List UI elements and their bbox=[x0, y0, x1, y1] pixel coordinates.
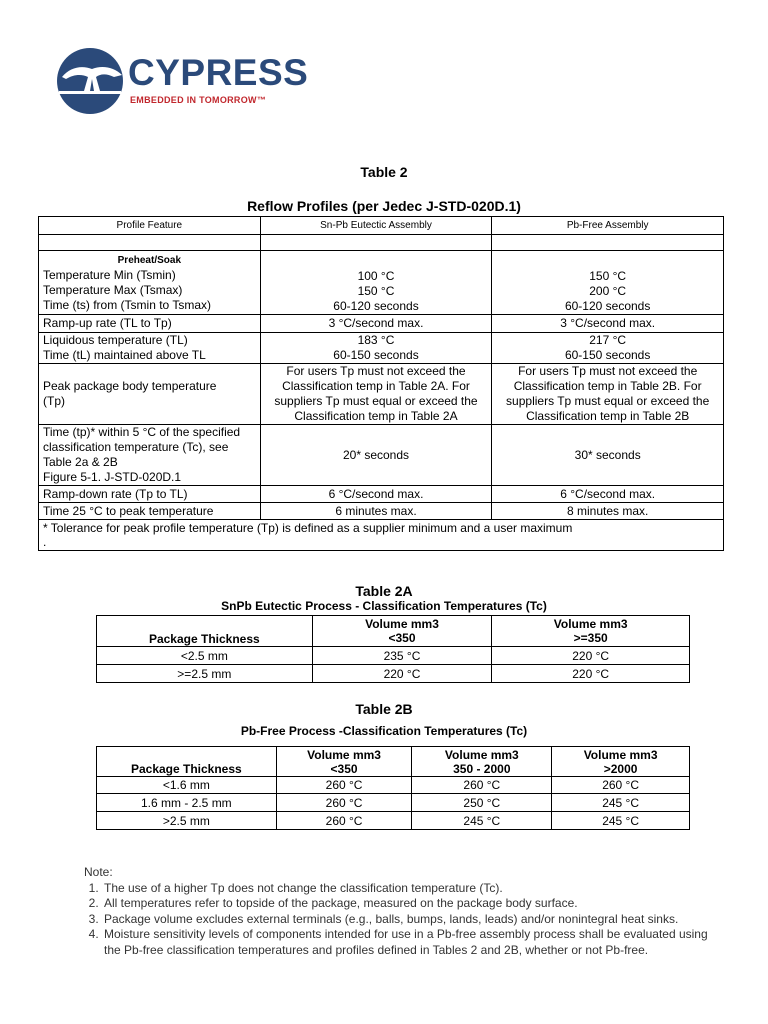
table-row bbox=[97, 777, 690, 794]
notes-section bbox=[84, 865, 724, 958]
snpb-value: suppliers Tp must equal or exceed the bbox=[274, 394, 478, 408]
feature-text: Ramp-down rate (Tp to TL) bbox=[39, 486, 261, 503]
feature-text: Time (ts) from (Tsmin to Tsmax) bbox=[43, 298, 212, 312]
footnote-text: . bbox=[43, 535, 47, 549]
volume-header: Volume mm3 bbox=[444, 747, 519, 762]
snpb-value: For users Tp must not exceed the bbox=[286, 364, 466, 378]
table2-label: Table 2 bbox=[360, 164, 408, 180]
table-row bbox=[97, 794, 690, 812]
feature-text: Peak package body temperature bbox=[43, 379, 217, 393]
temp-cell: 260 °C bbox=[412, 777, 552, 794]
table2-title: Reflow Profiles (per Jedec J-STD-020D.1) bbox=[247, 198, 521, 214]
thickness-cell: <2.5 mm bbox=[97, 647, 313, 665]
logo-tagline: EMBEDDED IN TOMORROW™ bbox=[130, 95, 267, 105]
feature-text: Liquidous temperature (TL) bbox=[43, 333, 188, 347]
volume-header: <350 bbox=[388, 631, 416, 645]
temp-cell: 245 °C bbox=[412, 812, 552, 830]
temp-cell: 220 °C bbox=[312, 665, 492, 683]
table2a-title: SnPb Eutectic Process - Classification Temperatures (Tc) bbox=[221, 599, 547, 613]
pbfree-value: 8 minutes max. bbox=[492, 503, 724, 520]
table-row bbox=[39, 315, 724, 333]
thickness-cell: >=2.5 mm bbox=[97, 665, 313, 683]
snpb-value: 100 °C bbox=[357, 269, 395, 283]
table-row bbox=[39, 251, 724, 315]
notes-heading: Note: bbox=[84, 865, 113, 879]
logo-wordmark: CYPRESS bbox=[128, 52, 309, 93]
snpb-value: 150 °C bbox=[357, 284, 395, 298]
temp-cell: 245 °C bbox=[552, 794, 690, 812]
table-header-row bbox=[97, 616, 690, 647]
table-row bbox=[39, 333, 724, 364]
pbfree-value: Classification temp in Table 2B. For bbox=[513, 379, 702, 393]
table-row bbox=[39, 364, 724, 425]
snpb-value: 20* seconds bbox=[260, 425, 492, 486]
header-cell: Pb-Free Assembly bbox=[492, 217, 724, 235]
snpb-value: Classification temp in Table 2A bbox=[294, 409, 458, 423]
header-cell: Package Thickness bbox=[97, 616, 313, 647]
feature-text: Figure 5-1. J-STD-020D.1 bbox=[43, 470, 182, 484]
feature-text: Time (tL) maintained above TL bbox=[43, 348, 206, 362]
snpb-value: 60-120 seconds bbox=[333, 299, 419, 313]
table-row-empty bbox=[39, 235, 724, 251]
volume-header: <350 bbox=[330, 761, 358, 776]
snpb-value: Classification temp in Table 2A. For bbox=[282, 379, 470, 393]
volume-header: >2000 bbox=[603, 761, 638, 776]
snpb-value: 3 °C/second max. bbox=[260, 315, 492, 333]
header-cell: Sn-Pb Eutectic Assembly bbox=[260, 217, 492, 235]
snpb-classification-table bbox=[96, 615, 690, 683]
snpb-value: 6 minutes max. bbox=[260, 503, 492, 520]
header-cell: Profile Feature bbox=[39, 217, 261, 235]
footnote-row bbox=[39, 520, 724, 551]
feature-text: Temperature Min (Tsmin) bbox=[43, 268, 176, 282]
volume-header: Volume mm3 bbox=[583, 747, 658, 762]
note-item: 3. Package volume excludes external terminals (e.g., balls, bumps, lands, leads) and/or nonintegral heat sinks. bbox=[102, 912, 724, 928]
pbfree-value: Classification temp in Table 2B bbox=[526, 409, 690, 423]
volume-header: 350 - 2000 bbox=[453, 761, 511, 776]
pbfree-value: 217 °C bbox=[589, 333, 627, 347]
temp-cell: 260 °C bbox=[552, 777, 690, 794]
feature-text: Time 25 °C to peak temperature bbox=[39, 503, 261, 520]
temp-cell: 250 °C bbox=[412, 794, 552, 812]
pbfree-value: 3 °C/second max. bbox=[492, 315, 724, 333]
table-row bbox=[39, 486, 724, 503]
feature-text: (Tp) bbox=[43, 394, 65, 408]
pbfree-value: 60-150 seconds bbox=[564, 348, 651, 362]
preheat-heading: Preheat/Soak bbox=[117, 255, 182, 266]
pbfree-value: 150 °C bbox=[589, 269, 627, 283]
table2b-title: Pb-Free Process -Classification Temperatures (Tc) bbox=[240, 724, 528, 738]
pbfree-value: 200 °C bbox=[589, 284, 627, 298]
volume-header: >=350 bbox=[573, 631, 608, 645]
volume-header: Volume mm3 bbox=[553, 617, 628, 631]
note-item: 4. Moisture sensitivity levels of components intended for use in a Pb-free assembly process shall be evaluated using the Pb-free classification temperatures and profiles defined in Tables 2 and 2B, whether or not Pb-free. bbox=[102, 927, 724, 958]
temp-cell: 220 °C bbox=[492, 665, 690, 683]
cypress-logo bbox=[56, 47, 309, 115]
table-header-row bbox=[39, 217, 724, 235]
feature-text: classification temperature (Tc), see bbox=[43, 440, 229, 454]
volume-header: Volume mm3 bbox=[365, 617, 439, 631]
temp-cell: 220 °C bbox=[492, 647, 690, 665]
snpb-value: 6 °C/second max. bbox=[260, 486, 492, 503]
thickness-cell: <1.6 mm bbox=[97, 777, 277, 794]
thickness-cell: >2.5 mm bbox=[97, 812, 277, 830]
table2b-label: Table 2B bbox=[355, 701, 413, 717]
cypress-tree-icon bbox=[56, 47, 128, 115]
table-row bbox=[97, 647, 690, 665]
pbfree-value: For users Tp must not exceed the bbox=[518, 364, 698, 378]
table-row bbox=[97, 812, 690, 830]
thickness-cell: 1.6 mm - 2.5 mm bbox=[97, 794, 277, 812]
snpb-value: 60-150 seconds bbox=[333, 348, 419, 362]
temp-cell: 260 °C bbox=[276, 777, 412, 794]
table-header-row bbox=[97, 747, 690, 777]
pbfree-value: 6 °C/second max. bbox=[492, 486, 724, 503]
note-item: 1. The use of a higher Tp does not change the classification temperature (Tc). bbox=[102, 881, 724, 897]
pbfree-value: suppliers Tp must equal or exceed the bbox=[506, 394, 710, 408]
pbfree-value: 30* seconds bbox=[492, 425, 724, 486]
table-row bbox=[97, 665, 690, 683]
note-item: 2. All temperatures refer to topside of the package, measured on the package body surface. bbox=[102, 896, 724, 912]
feature-text: Temperature Max (Tsmax) bbox=[43, 283, 183, 297]
temp-cell: 260 °C bbox=[276, 794, 412, 812]
notes-list bbox=[84, 881, 724, 959]
table-row bbox=[39, 425, 724, 486]
table2a-label: Table 2A bbox=[355, 583, 413, 599]
feature-text: Table 2a & 2B bbox=[43, 455, 118, 469]
temp-cell: 260 °C bbox=[276, 812, 412, 830]
footnote-text: * Tolerance for peak profile temperature (Tp) is defined as a supplier minimum and a user maximum bbox=[43, 521, 573, 535]
header-cell: Package Thickness bbox=[97, 747, 277, 777]
temp-cell: 245 °C bbox=[552, 812, 690, 830]
volume-header: Volume mm3 bbox=[307, 747, 381, 762]
table-row bbox=[39, 503, 724, 520]
reflow-profiles-table bbox=[38, 216, 724, 551]
pbfree-value: 60-120 seconds bbox=[564, 299, 651, 313]
feature-text: Time (tp)* within 5 °C of the specified bbox=[43, 425, 241, 439]
pbfree-classification-table bbox=[96, 746, 690, 830]
temp-cell: 235 °C bbox=[312, 647, 492, 665]
feature-text: Ramp-up rate (TL to Tp) bbox=[39, 315, 261, 333]
snpb-value: 183 °C bbox=[357, 333, 395, 347]
